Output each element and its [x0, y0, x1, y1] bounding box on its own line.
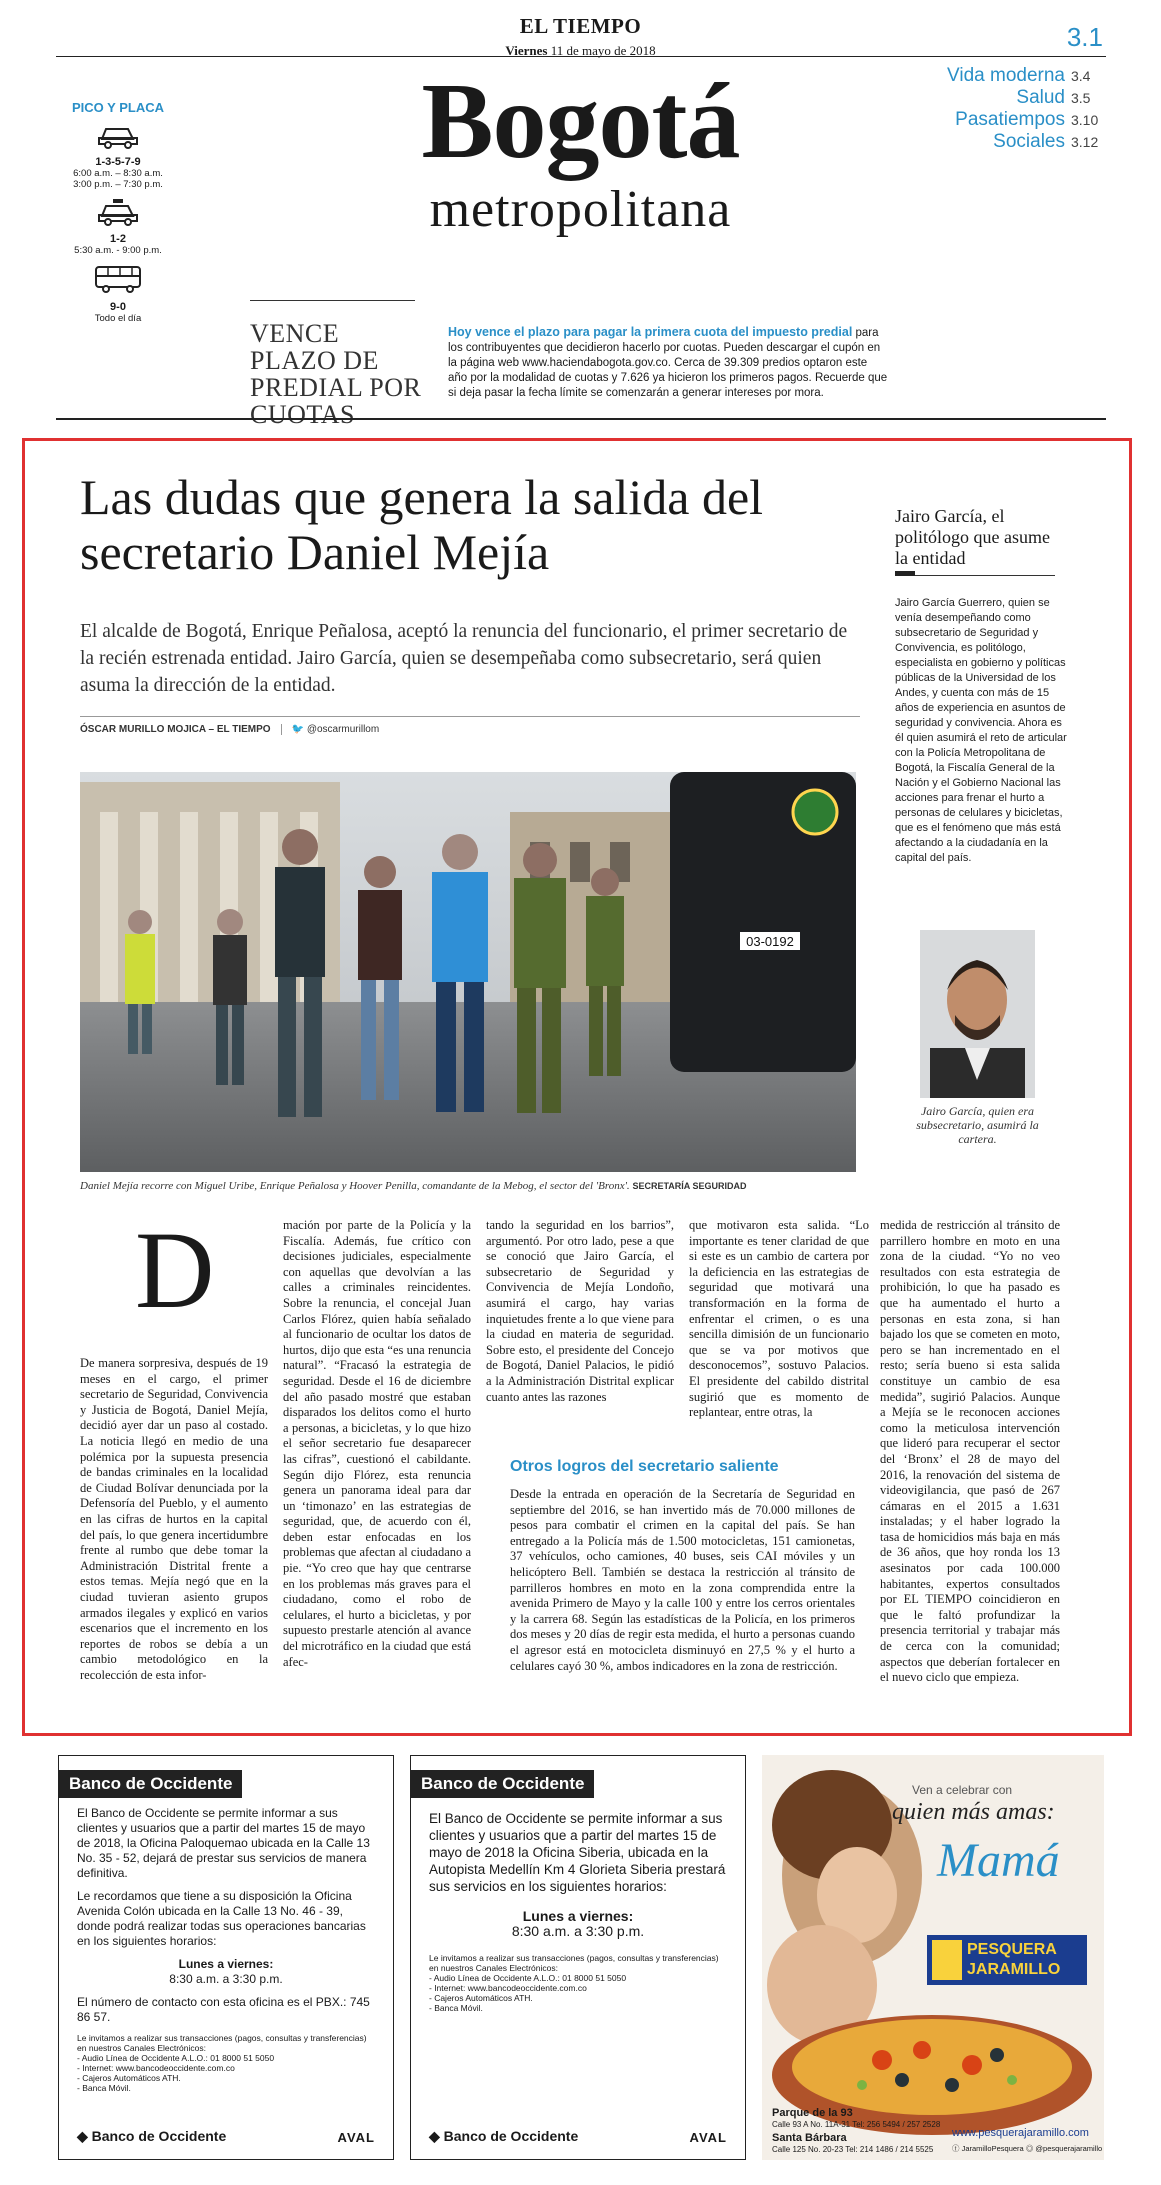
masthead-rule [56, 56, 1106, 57]
photo-caption [80, 1180, 880, 1192]
ad-paragraph: El Banco de Occidente se permite informar a sus clientes y usuarios que a partir del martes 15 de mayo de 2018, la Oficina Paloquemao ubicada en la Calle 13 No. 35 - 52, dejará de prestar sus servicios de manera definitiva. [77, 1806, 370, 1880]
bank-ad-paloquemao[interactable] [58, 1755, 394, 2160]
ad-hours: 8:30 a.m. a 3:30 p.m. [169, 1972, 283, 1986]
brand-name-2: JARAMILLO [967, 1961, 1061, 1978]
promo-rule [250, 300, 415, 301]
taxi-digits: 1-2 [110, 233, 126, 245]
brand-name-1: PESQUERA [967, 1941, 1057, 1958]
store2-address [772, 2145, 933, 2154]
article-column-1: De manera sorpresiva, después de 19 meses en el cargo, el primer secretario de Seguridad, Convivencia y Justicia de Bogotá, Daniel Mejía, decidió ayer dar un paso al costado. La noticia llegó en medio de una polémica por la supuesta presencia de bandas criminales en la localidad de Ciudad Bolívar denunciada por la Defensoría del Pueblo, y el aumento en las cifras de hurtos en la capital del país, lo que genera incertidumbre frente al rumbo que debe tomar la Administración Distrital frente a estos temas. Mejía negó que en la ciudad tuvieran asiento grupos armados ilegales y explicó en varios escenarios que el incremento en los reportes de robos se debía a un cambio metodológico en la recolección de esta infor- [80, 1356, 268, 1682]
box-text: Desde la entrada en operación de la Secretaría de Seguridad en septiembre del 2016, se han invertido más de 70.000 millones de pesos para combatir el crimen en la capital del país. Se han entregado a la Policía más de 1.500 motocicletas, 151 camionetas, 37 vehículos, ocho camiones, 40 buses, seis CAI móviles y un helicóptero Bell. También se destaca la restricción al tránsito de parrilleros hombres en moto en la zona comprendida entre la avenida Primero de Mayo y la calle 100 y entre los cerros orientales y la carrera 68. Según las estadísticas de la Policía, en los primeros dos meses y 20 días de regir esta medida, el hurto a personas cuando el agresor está en motocicleta disminuyó en 27,5 % y el hurto a celulares cayó 30 %, ambos indicadores en la zona de restricción. [510, 1487, 855, 1673]
twitter-handle[interactable] [281, 724, 380, 735]
twitter-handle-text: @oscarmurillom [306, 724, 380, 735]
facebook-icon: ⓕ [952, 2144, 962, 2153]
portrait-caption: Jairo García, quien era subsecretario, asumirá la cartera. [916, 1104, 1039, 1146]
section-subtitle: metropolitana [429, 181, 732, 238]
ad-tag: Banco de Occidente [59, 1770, 242, 1798]
ad-channels-intro: Le invitamos a realizar sus transacciones (pagos, consultas y transferencias) en nuestros Canales Electrónicos: [77, 2033, 367, 2053]
ad-hours-title: Lunes a viernes: [178, 1957, 274, 1971]
taxi-restriction [58, 198, 178, 256]
pico-y-placa-title: PICO Y PLACA [72, 100, 164, 115]
bank-logo [429, 2128, 578, 2145]
article-column-2: mación por parte de la Policía y la Fiscalía. Además, fue crítico con decisiones judiciales, especialmente con aquellas que devolvían a las calles a criminales reincidentes. Sobre la renuncia, el concejal Juan Carlos Flórez, quien había señalado al funcionario de ocultar los datos de hurtos, dijo que esta “es una renuncia natural”. “Fracasó la estrategia de seguridad. Desde el 16 de diciembre del año pasado mostré que estaban disparados los delitos como el hurto a personas, a bicicletas, y lo que hizo el señor secretario fue desaparecer las cifras”, cuestionó el cabildante. Según dijo Flórez, esta renuncia genera un panorama ideal para dar un ‘timonazo’ en las estrategias de seguridad, que, de acuerdo con él, deben estar enfocadas en los problemas que afectan al ciudadano a pie. “Yo creo que hay que centrarse en los problemas más graves para el ciudadano, como el robo de celulares, el hurto a bicicletas, y por supuesto prestarle atención al avance del microtráfico en la ciudad que está afec- [283, 1218, 471, 1669]
section-index [947, 65, 1105, 153]
ad-channel: - Audio Línea de Occidente A.L.O.: 01 8000 51 5050 [429, 1973, 627, 1983]
ad-paragraph: El Banco de Occidente se permite informar a sus clientes y usuarios que a partir del martes 15 de mayo de 2018 la Oficina Siberia, ubicada en la Autopista Medellín Km 4 Glorieta Siberia prestará sus servicios en los siguientes horarios: [429, 1811, 726, 1894]
section-rule [56, 418, 1106, 420]
ad-footer [429, 2128, 727, 2145]
promo-lead [448, 325, 888, 401]
store2-phone: Tel: 214 1486 / 214 5525 [845, 2145, 934, 2154]
bank-logo-icon: ◆ [429, 2128, 444, 2144]
aval-logo: AVAL [337, 2130, 375, 2145]
bus-restriction [58, 264, 178, 324]
twitter-icon: 🐦 [291, 724, 307, 735]
index-label: Vida moderna [947, 65, 1065, 86]
article-column-4: que motivaron esta salida. “Lo importante es tener claridad de que si este es un cambio de cartera por la deficiencia en las estrategias de seguridad que motivará una transformación en la forma de enfrentar el crimen, o es una sencilla dimisión de un funcionario que se va por motivos que desconocemos”, sostuvo Palacios. El presidente del cabildo distrital sugirió que es momento de replantear, entre otras, la [689, 1218, 869, 1420]
bank-logo [77, 2128, 226, 2145]
store2-name: Santa Bárbara [772, 2132, 847, 2144]
ad-hours-title: Lunes a viernes: [522, 1908, 634, 1924]
ad-channel: - Cajeros Automáticos ATH. [429, 1993, 533, 2003]
ad-channel: - Banca Móvil. [429, 2003, 483, 2013]
index-page: 3.5 [1071, 90, 1091, 106]
bank-logo-text: Banco de Occidente [443, 2128, 579, 2144]
portrait-photo [920, 930, 1035, 1098]
ad-channel: - Cajeros Automáticos ATH. [77, 2073, 181, 2083]
bus-digits: 9-0 [110, 301, 126, 313]
box-title: Otros logros del secretario saliente [510, 1458, 779, 1475]
social-handles [952, 2143, 1102, 2154]
sidebar-title: Jairo García, el politólogo que asume la entidad [895, 506, 1050, 568]
ad-line3: Mamá [937, 1834, 1060, 1887]
promo-lead-text: para los contribuyentes que decidieron hacerlo por cuotas. Pueden descargar el cupón en la página web www.haciendabogota.gov.co. Cerca de 39.309 predios optaron este año por la modalidad de cuotas y 7.626 ya hicieron los primeros pagos. Recuerde que si deja pasar la fecha límite se comenzarán a generar intereses por mora. [448, 327, 888, 399]
article-headline: Las dudas que genera la salida del secretario Daniel Mejía [80, 469, 764, 580]
sidebar-body: Jairo García Guerrero, quien se venía desempeñando como subsecretario de Seguridad y Convivencia, es politólogo, especialista en gobierno y políticas públicas de la Universidad de los Andes, y cuenta con más de 15 años de experiencia en asuntos de seguridad y convivencia. Ahora es él quien asumirá el reto de articular con la Policía Metropolitana de Bogotá, la Fiscalía General de la Nación y el Gobierno Nacional las acciones para frenar el hurto a personas de celulares y bicicletas, que es el fenómeno que más está afectando a la ciudadanía en la capital del país. [895, 597, 1067, 864]
index-item[interactable] [947, 131, 1105, 153]
restaurant-ad[interactable] [762, 1755, 1104, 2160]
index-page: 3.10 [1071, 112, 1099, 128]
index-label: Pasatiempos [955, 109, 1065, 130]
section-title: Bogotá [421, 62, 740, 181]
aval-logo: AVAL [689, 2130, 727, 2145]
issue-date-rest: 11 de mayo de 2018 [550, 43, 656, 58]
photo-illustration [80, 772, 856, 1172]
store2-street: Calle 125 No. 20-23 [772, 2145, 844, 2154]
car-digits: 1-3-5-7-9 [95, 156, 141, 168]
ad-channels-intro: Le invitamos a realizar sus transacciones (pagos, consultas y transferencias) en nuestros Canales Electrónicos: [429, 1953, 719, 1973]
ad-line2: quien más amas: [892, 1799, 1055, 1825]
bank-logo-text: Banco de Occidente [91, 2128, 227, 2144]
store1-street: Calle 93 A No. 11A-31 [772, 2120, 851, 2129]
ad-contact: El número de contacto con esta oficina es el PBX.: 745 86 57. [77, 1995, 370, 2024]
drop-cap: D [135, 1209, 215, 1331]
car-restriction [58, 123, 178, 190]
store1-address [772, 2120, 940, 2129]
ad-channel: - Banca Móvil. [77, 2083, 131, 2093]
car-times-am: 6:00 a.m. – 8:30 a.m. [73, 168, 163, 179]
index-page: 3.4 [1071, 68, 1091, 84]
instagram-handle[interactable]: @pesquerajaramillo [1035, 2144, 1103, 2153]
page-number: 3.1 [1066, 22, 1103, 52]
article-photo [80, 772, 856, 1172]
byline-author: ÓSCAR MURILLO MOJICA – EL TIEMPO [80, 724, 271, 735]
store1-name: Parque de la 93 [772, 2107, 853, 2119]
promo-lead-bold: Hoy vence el plazo para pagar la primera cuota del impuesto predial [448, 325, 853, 339]
article-column-5: medida de restricción al tránsito de parrillero hombre en moto en una zona de la ciudad. “Yo no veo resultados con esta estrategia de prohibición, lo que ha pasado es que ha aumentado el hurto a personas en esta zona, si han bajado los que se cometen en moto, pero se han incrementado en el resto; sería bueno si esta salida constituye un cambio de esa medida”, sugirió Palacios. Aunque a Mejía se le reconocen acciones como la meticulosa intervención que lideró para recuperar el sector del ‘Bronx’ el 28 de mayo del 2016, la renovación del sistema de videovigilancia, que pasó de 267 cámaras en el 2015 a 1.631 instaladas; y el haber logrado la tasa de homicidios más baja en más de 36 años, que hoy ronda los 13 asesinatos por cada 100.000 habitantes, expertos consultados por EL TIEMPO coincidieron en que le faltó profundizar la presencia territorial y trabajar más de cerca con la comunidad; aspectos que deberían fortalecer en el nuevo ciclo que empieza. [880, 1218, 1060, 1685]
ad-footer [77, 2128, 375, 2145]
ad-tag: Banco de Occidente [411, 1770, 594, 1798]
website-link[interactable]: www.pesquerajaramillo.com [952, 2127, 1089, 2139]
ad-channel: - Internet: www.bancodeoccidente.com.co [429, 1983, 587, 1993]
car-times-pm: 3:00 p.m. – 7:30 p.m. [73, 179, 163, 190]
newspaper-name: EL TIEMPO [519, 14, 642, 38]
photo-badge: 03-0192 [746, 934, 794, 949]
store1-phone: Tel: 256 5494 / 257 2528 [852, 2120, 941, 2129]
taxi-icon [96, 198, 140, 226]
photo-credit: SECRETARÍA SEGURIDAD [632, 1181, 747, 1191]
byline [80, 724, 379, 735]
index-item[interactable] [947, 65, 1105, 87]
ad-paragraph: Le recordamos que tiene a su disposición la Oficina Avenida Colón ubicada en la Calle 13 No. 46 - 39, donde podrá realizar todas sus operaciones bancarias en los siguientes horarios: [77, 1889, 366, 1948]
caption-text: Daniel Mejía recorre con Miguel Uribe, Enrique Peñalosa y Hoover Penilla, comandante de la Mebog, el sector del 'Bronx'. [80, 1180, 630, 1192]
index-label: Sociales [993, 131, 1065, 152]
promo-title: VENCE PLAZO DE PREDIAL POR CUOTAS [250, 319, 422, 429]
ad-line1: Ven a celebrar con [912, 1783, 1013, 1797]
bank-ad-siberia[interactable] [410, 1755, 746, 2160]
car-icon [96, 123, 140, 149]
ad-hours: 8:30 a.m. a 3:30 p.m. [511, 1923, 645, 1939]
portrait-illustration [920, 930, 1035, 1098]
bank-logo-icon: ◆ [77, 2128, 92, 2144]
deck-rule [80, 716, 860, 717]
index-page: 3.12 [1071, 134, 1099, 150]
bus-icon [93, 264, 143, 294]
index-label: Salud [1016, 87, 1065, 108]
facebook-handle[interactable]: JaramilloPesquera [961, 2144, 1024, 2153]
ad-channel: - Internet: www.bancodeoccidente.com.co [77, 2063, 235, 2073]
article-column-3: tando la seguridad en los barrios”, argumentó. Por otro lado, pese a que se conoció que Jairo García, el subsecretario de Seguridad y Convivencia de Mejía Londoño, asumirá el cargo, hay varias inquietudes frente a lo que viene para la ciudad en materia de seguridad. Sobre esto, el presidente del Concejo de Bogotá, Daniel Palacios, le pidió a la Administración Distrital explicar cuanto antes las razones [486, 1218, 674, 1404]
pico-y-placa [58, 100, 178, 332]
article-deck: El alcalde de Bogotá, Enrique Peñalosa, aceptó la renuncia del funcionario, el primer secretario de la recién estrenada entidad. Jairo García, quien se desempeñaba como subsecretario, será quien asuma la dirección de la entidad. [80, 621, 848, 696]
issue-day: Viernes [505, 43, 548, 58]
sidebar-rule [895, 575, 1055, 576]
ad-channel: - Audio Línea de Occidente A.L.O.: 01 8000 51 5050 [77, 2053, 275, 2063]
index-item[interactable] [947, 109, 1105, 131]
index-item[interactable] [947, 87, 1105, 109]
bus-times: Todo el día [94, 313, 142, 324]
instagram-icon: ◎ [1025, 2144, 1036, 2153]
taxi-times: 5:30 a.m. - 9:00 p.m. [74, 245, 162, 256]
